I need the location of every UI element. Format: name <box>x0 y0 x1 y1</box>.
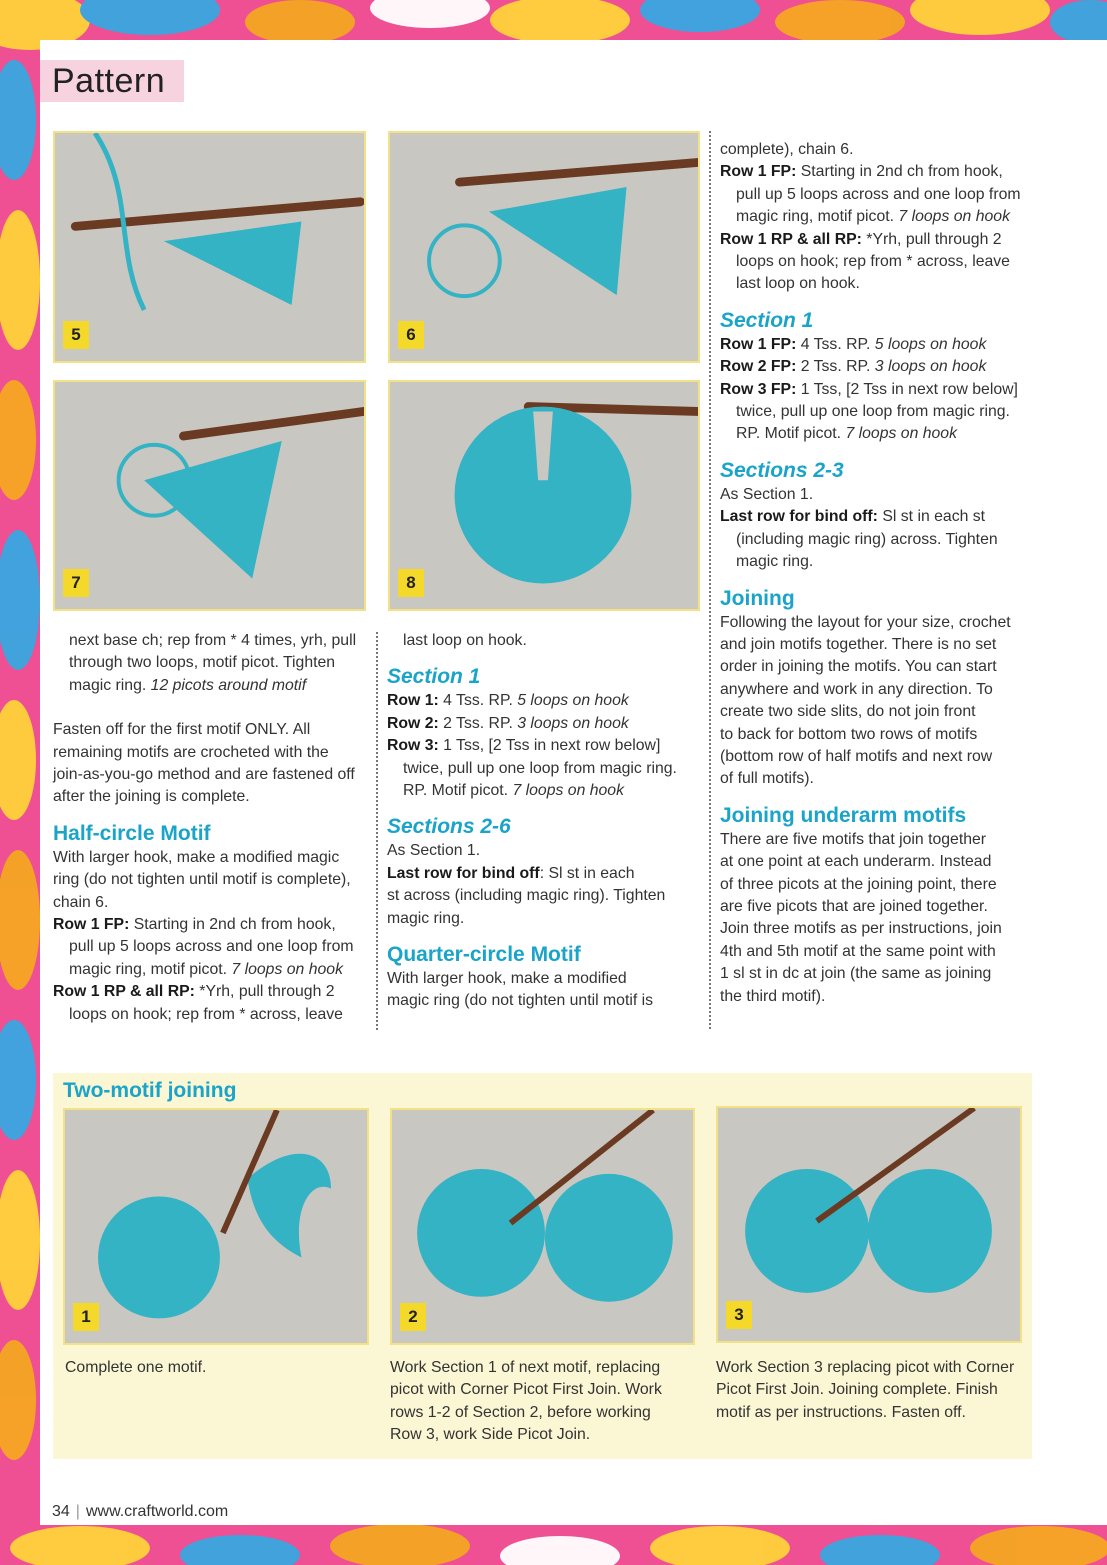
footer-separator: | <box>75 1503 80 1520</box>
column-divider <box>376 632 378 1030</box>
page-number: 34 <box>52 1503 70 1520</box>
page-footer <box>52 1503 228 1521</box>
body-text: Join three motifs as per instructions, join <box>720 920 1002 938</box>
crochet-photo-image <box>65 1110 367 1343</box>
body-text: at one point at each underarm. Instead <box>720 853 992 871</box>
step-number-badge: 7 <box>63 569 89 597</box>
body-text: after the joining is complete. <box>53 788 250 806</box>
footer-url[interactable]: www.craftworld.com <box>85 1503 229 1520</box>
body-text: create two side slits, do not join front <box>720 703 976 721</box>
body-text: There are five motifs that join together <box>720 830 987 848</box>
section-heading: Section 1 <box>387 665 481 689</box>
page-title: Pattern <box>52 62 166 100</box>
body-text: As Section 1. <box>387 842 481 860</box>
body-text: With larger hook, make a modified magic <box>53 848 340 866</box>
column-2-text <box>387 630 703 1013</box>
step-number-badge: 8 <box>398 569 424 597</box>
instruction-row: Row 1 FP: 4 Tss. RP. 5 loops on hook <box>720 335 987 353</box>
body-text: (including magic ring) across. Tighten <box>736 530 998 548</box>
body-text: remaining motifs are crocheted with the <box>53 743 329 761</box>
body-text: (bottom row of half motifs and next row <box>720 747 993 765</box>
crochet-photo-image <box>390 133 698 361</box>
column-3-text <box>720 139 1040 1008</box>
body-text: magic ring (do not tighten until motif is <box>387 992 654 1010</box>
step-caption: Work Section 1 of next motif, replacing picot with Corner Picot First Join. Work rows 1-2 of Section 2, before working Row 3, work Side Picot Join. <box>390 1359 662 1444</box>
body-text: to back for bottom two rows of motifs <box>720 725 978 743</box>
instruction-row: Row 1: 4 Tss. RP. 5 loops on hook <box>387 692 629 710</box>
photo-join-step-1 <box>63 1108 369 1345</box>
step-caption: Complete one motif. <box>65 1359 207 1376</box>
body-text: through two loops, motif picot. Tighten <box>69 654 336 672</box>
body-text: last loop on hook. <box>736 275 860 293</box>
instruction-row: Row 1 FP: Starting in 2nd ch from hook, <box>720 163 1003 181</box>
body-text: the third motif). <box>720 987 826 1005</box>
photo-step-5 <box>53 131 366 363</box>
body-text: of three picots at the joining point, there <box>720 875 997 893</box>
crochet-photo-image <box>390 382 698 609</box>
crochet-photo-image <box>55 133 364 361</box>
body-text: ring (do not tighten until motif is complete), <box>53 871 351 889</box>
body-text: RP. Motif picot. 7 loops on hook <box>736 425 957 443</box>
instruction-row: Row 2: 2 Tss. RP. 3 loops on hook <box>387 714 629 732</box>
section-tag <box>40 60 184 102</box>
body-text: twice, pull up one loop from magic ring. <box>736 403 1010 421</box>
instruction-row: Row 1 FP: Starting in 2nd ch from hook, <box>53 916 336 934</box>
instruction-row: Row 2 FP: 2 Tss. RP. 3 loops on hook <box>720 358 987 376</box>
body-text: 1 sl st in dc at join (the same as joining <box>720 965 992 983</box>
column-1-text <box>53 630 371 1026</box>
body-text: complete), chain 6. <box>720 141 854 158</box>
instruction-row: Row 1 RP & all RP: *Yrh, pull through 2 <box>720 230 1002 248</box>
photo-step-7 <box>53 380 366 611</box>
crochet-photo-image <box>55 382 364 609</box>
step-caption: Work Section 3 replacing picot with Corner Picot First Join. Joining complete. Finish motif as per instructions. Fasten off. <box>716 1359 1015 1421</box>
body-text: last loop on hook. <box>403 632 527 649</box>
step-number-badge: 3 <box>726 1301 752 1329</box>
step-number-badge: 2 <box>400 1303 426 1331</box>
body-text: and join motifs together. There is no set <box>720 635 997 653</box>
body-text: magic ring. <box>736 553 814 571</box>
body-text: st across (including magic ring). Tighten <box>387 887 666 905</box>
section-heading: Joining <box>720 586 795 610</box>
step-number-badge: 5 <box>63 321 89 349</box>
body-text: magic ring. <box>387 909 465 927</box>
instruction-row: Row 3 FP: 1 Tss, [2 Tss in next row below] <box>720 380 1018 398</box>
body-text: of full motifs). <box>720 770 814 788</box>
instruction-row: Row 3: 1 Tss, [2 Tss in next row below] <box>387 737 661 755</box>
body-text: next base ch; rep from * 4 times, yrh, pull <box>69 632 357 649</box>
body-text: Following the layout for your size, crochet <box>720 613 1011 631</box>
crochet-photo-image <box>718 1108 1020 1341</box>
section-heading: Quarter-circle Motif <box>387 943 581 967</box>
instruction-row: Last row for bind off: Sl st in each st <box>720 508 986 526</box>
body-text: loops on hook; rep from * across, leave <box>69 1005 343 1023</box>
photo-step-6 <box>388 131 700 363</box>
body-text: join-as-you-go method and are fastened off <box>53 766 355 784</box>
body-text: order in joining the motifs. You can start <box>720 658 997 676</box>
body-text: Fasten off for the first motif ONLY. All <box>53 721 311 739</box>
body-text: magic ring. 12 picots around motif <box>69 676 307 694</box>
body-text: twice, pull up one loop from magic ring. <box>403 759 677 777</box>
panel-title: Two-motif joining <box>63 1079 237 1102</box>
section-heading: Section 1 <box>720 308 814 332</box>
body-text: loops on hook; rep from * across, leave <box>736 253 1010 271</box>
instruction-row: Row 1 RP & all RP: *Yrh, pull through 2 <box>53 983 335 1001</box>
column-divider <box>709 131 711 1029</box>
photo-join-step-3 <box>716 1106 1022 1343</box>
body-text: With larger hook, make a modified <box>387 970 627 988</box>
crochet-photo-image <box>392 1110 693 1343</box>
photo-step-8 <box>388 380 700 611</box>
body-text: pull up 5 loops across and one loop from <box>736 185 1021 203</box>
step-number-badge: 6 <box>398 321 424 349</box>
body-text: As Section 1. <box>720 485 814 503</box>
body-text: RP. Motif picot. 7 loops on hook <box>403 782 624 800</box>
body-text: 4th and 5th motif at the same point with <box>720 942 996 960</box>
body-text: chain 6. <box>53 893 109 911</box>
section-heading: Sections 2-3 <box>720 458 844 482</box>
body-text: are five picots that are joined together. <box>720 897 988 915</box>
body-text: magic ring, motif picot. 7 loops on hook <box>736 208 1010 226</box>
body-text: anywhere and work in any direction. To <box>720 680 993 698</box>
two-motif-joining-panel <box>53 1073 1032 1459</box>
photo-join-step-2 <box>390 1108 695 1345</box>
instruction-row: Last row for bind off: Sl st in each <box>387 864 635 882</box>
section-heading: Half-circle Motif <box>53 821 211 845</box>
section-heading: Joining underarm motifs <box>720 803 967 827</box>
step-number-badge: 1 <box>73 1303 99 1331</box>
section-heading: Sections 2-6 <box>387 815 511 839</box>
body-text: pull up 5 loops across and one loop from <box>69 938 354 956</box>
body-text: magic ring, motif picot. 7 loops on hook <box>69 960 343 978</box>
